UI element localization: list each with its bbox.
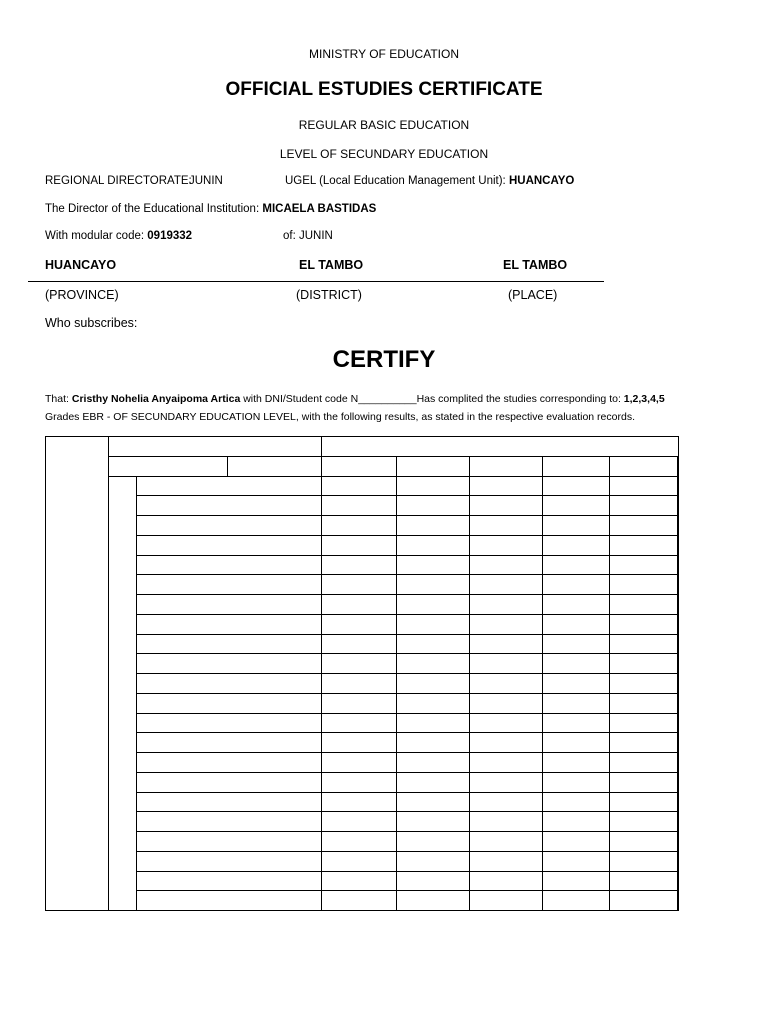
grade-cell <box>678 713 679 733</box>
grade-cell <box>678 595 679 615</box>
grade-cell <box>322 812 397 832</box>
table-row <box>46 535 679 555</box>
header-grades-cell <box>322 437 679 457</box>
table-row <box>46 516 679 536</box>
grade-cell <box>470 476 543 496</box>
grade-cell <box>678 792 679 812</box>
grade-cell <box>322 733 397 753</box>
subject-cell <box>137 535 322 555</box>
table-row <box>46 693 679 713</box>
grade-cell <box>610 812 678 832</box>
table-row <box>46 792 679 812</box>
grade-cell <box>678 871 679 891</box>
grade-header-cell <box>322 456 397 476</box>
grade-cell <box>678 654 679 674</box>
location-underline <box>28 281 604 282</box>
grade-cell <box>610 891 678 911</box>
grade-cell <box>543 871 610 891</box>
grade-cell <box>397 595 470 615</box>
grade-header-cell <box>678 456 679 476</box>
table-row <box>46 891 679 911</box>
grade-cell <box>678 733 679 753</box>
grade-cell <box>610 674 678 694</box>
grade-cell <box>543 792 610 812</box>
grade-cell <box>678 674 679 694</box>
subject-cell <box>137 496 322 516</box>
subject-cell <box>137 753 322 773</box>
grade-cell <box>543 654 610 674</box>
grade-cell <box>397 733 470 753</box>
body-line-2: Grades EBR - OF SECUNDARY EDUCATION LEVEL, with the following results, as stated in the respective evaluation records. <box>45 411 635 423</box>
table-row <box>46 496 679 516</box>
grade-cell <box>397 654 470 674</box>
grade-cell <box>543 812 610 832</box>
student-name: Cristhy Nohelia Anyaipoma Artica <box>71 393 241 405</box>
grade-cell <box>543 575 610 595</box>
grade-cell <box>397 674 470 694</box>
grade-cell <box>397 851 470 871</box>
of-label: of: <box>283 230 296 242</box>
grade-cell <box>470 832 543 852</box>
grade-cell <box>678 476 679 496</box>
director-label: The Director of the Educational Institution: <box>45 203 260 215</box>
grade-cell <box>397 753 470 773</box>
grade-cell <box>610 713 678 733</box>
grade-cell <box>543 535 610 555</box>
grade-cell <box>543 851 610 871</box>
grade-cell <box>397 535 470 555</box>
grade-cell <box>678 516 679 536</box>
grade-cell <box>543 496 610 516</box>
table-header-row <box>46 437 679 457</box>
province-label: (PROVINCE) <box>45 288 119 302</box>
director-value: MICAELA BASTIDAS <box>262 203 377 215</box>
grades-value: 1,2,3,4,5 <box>623 393 665 405</box>
grade-cell <box>397 614 470 634</box>
grade-cell <box>678 496 679 516</box>
table-row <box>46 753 679 773</box>
grade-cell <box>322 674 397 694</box>
grade-cell <box>470 871 543 891</box>
grade-cell <box>322 614 397 634</box>
grade-cell <box>543 733 610 753</box>
table-row <box>46 614 679 634</box>
grade-cell <box>543 476 610 496</box>
who-subscribes: Who subscribes: <box>45 316 138 330</box>
ugel-line <box>285 175 574 187</box>
subject-cell <box>137 713 322 733</box>
grade-cell <box>322 713 397 733</box>
grade-cell <box>322 595 397 615</box>
subject-cell <box>137 674 322 694</box>
grade-header-cell <box>470 456 543 476</box>
table-row <box>46 713 679 733</box>
grade-cell <box>470 614 543 634</box>
grade-cell <box>678 614 679 634</box>
subject-cell <box>137 693 322 713</box>
subject-cell <box>137 772 322 792</box>
table-row <box>46 832 679 852</box>
ugel-label: UGEL (Local Education Management Unit): <box>285 175 506 187</box>
grade-cell <box>470 851 543 871</box>
grade-cell <box>397 575 470 595</box>
subject-cell <box>137 851 322 871</box>
subject-cell <box>137 871 322 891</box>
header-subject-cell <box>228 456 322 476</box>
grade-cell <box>397 693 470 713</box>
subject-cell <box>137 832 322 852</box>
table-row <box>46 634 679 654</box>
subject-cell <box>137 555 322 575</box>
subject-cell <box>137 614 322 634</box>
grade-cell <box>470 713 543 733</box>
district-label: (DISTRICT) <box>296 288 362 302</box>
grade-cell <box>470 595 543 615</box>
grade-cell <box>543 516 610 536</box>
grade-cell <box>678 772 679 792</box>
grade-cell <box>397 555 470 575</box>
grades-table <box>45 436 679 911</box>
subject-cell <box>137 654 322 674</box>
district-value: EL TAMBO <box>299 258 364 272</box>
grade-cell <box>610 654 678 674</box>
grade-cell <box>470 812 543 832</box>
grade-cell <box>397 792 470 812</box>
subject-cell <box>137 792 322 812</box>
table-row <box>46 851 679 871</box>
grade-cell <box>470 693 543 713</box>
table-row <box>46 812 679 832</box>
grade-cell <box>543 713 610 733</box>
grade-cell <box>678 753 679 773</box>
grade-cell <box>678 575 679 595</box>
grade-cell <box>322 575 397 595</box>
grade-header-cell <box>543 456 610 476</box>
province-value: HUANCAYO <box>45 258 117 272</box>
grade-cell <box>322 772 397 792</box>
certify-heading: CERTIFY <box>332 346 436 373</box>
grade-cell <box>543 772 610 792</box>
grade-cell <box>470 792 543 812</box>
grade-cell <box>610 792 678 812</box>
table-row <box>46 476 679 496</box>
subject-cell <box>137 575 322 595</box>
grade-cell <box>322 891 397 911</box>
modular-code-line <box>45 230 192 242</box>
grade-cell <box>322 496 397 516</box>
grade-cell <box>397 496 470 516</box>
place-value: EL TAMBO <box>503 258 568 272</box>
grade-cell <box>322 634 397 654</box>
grade-cell <box>678 891 679 911</box>
grade-cell <box>610 851 678 871</box>
of-line <box>283 230 333 242</box>
grade-cell <box>470 733 543 753</box>
table-row <box>46 555 679 575</box>
grade-header-cell <box>397 456 470 476</box>
grade-cell <box>397 516 470 536</box>
grade-header-cell <box>610 456 678 476</box>
grade-cell <box>543 555 610 575</box>
grade-cell <box>610 693 678 713</box>
grade-cell <box>610 535 678 555</box>
grade-cell <box>543 634 610 654</box>
grade-cell <box>678 693 679 713</box>
ugel-value: HUANCAYO <box>508 175 575 187</box>
subtitle-level: LEVEL OF SECUNDARY EDUCATION <box>279 147 489 161</box>
modular-code-label: With modular code: <box>45 230 145 242</box>
that-label: That: <box>45 393 69 405</box>
grade-cell <box>610 476 678 496</box>
grade-cell <box>470 516 543 536</box>
grade-cell <box>322 654 397 674</box>
grade-cell <box>610 595 678 615</box>
subject-cell <box>137 634 322 654</box>
grade-cell <box>470 575 543 595</box>
sub-area-cell <box>109 476 137 911</box>
grade-cell <box>610 871 678 891</box>
grade-cell <box>397 871 470 891</box>
dni-text: with DNI/Student code N__________Has complited the studies corresponding to: <box>243 393 621 405</box>
table-row <box>46 733 679 753</box>
grade-cell <box>678 812 679 832</box>
grade-cell <box>470 891 543 911</box>
grade-cell <box>397 891 470 911</box>
grade-cell <box>322 516 397 536</box>
grade-cell <box>397 812 470 832</box>
grade-cell <box>470 772 543 792</box>
regional-directorate-label: REGIONAL DIRECTORATE: <box>45 175 192 187</box>
grade-cell <box>322 555 397 575</box>
grade-cell <box>397 772 470 792</box>
grade-cell <box>470 674 543 694</box>
table-row <box>46 871 679 891</box>
subject-cell <box>137 812 322 832</box>
table-row <box>46 654 679 674</box>
grade-cell <box>397 832 470 852</box>
director-line <box>45 203 376 215</box>
grade-cell <box>322 871 397 891</box>
of-value: JUNIN <box>299 230 333 242</box>
grade-cell <box>470 634 543 654</box>
grade-cell <box>610 832 678 852</box>
grade-cell <box>543 614 610 634</box>
grade-cell <box>610 555 678 575</box>
subject-cell <box>137 595 322 615</box>
grade-cell <box>610 575 678 595</box>
grade-cell <box>543 693 610 713</box>
table-header-row <box>46 456 679 476</box>
grade-cell <box>322 535 397 555</box>
grade-cell <box>470 496 543 516</box>
table-row <box>46 575 679 595</box>
grade-cell <box>610 733 678 753</box>
place-label: (PLACE) <box>508 288 558 302</box>
grade-cell <box>610 496 678 516</box>
grade-cell <box>678 555 679 575</box>
subject-cell <box>137 733 322 753</box>
grade-cell <box>470 535 543 555</box>
grade-cell <box>543 674 610 694</box>
grade-cell <box>397 476 470 496</box>
table-row <box>46 595 679 615</box>
grade-cell <box>322 832 397 852</box>
table-row <box>46 772 679 792</box>
grade-cell <box>543 832 610 852</box>
grade-cell <box>470 753 543 773</box>
grade-cell <box>322 753 397 773</box>
subtitle-basic-education: REGULAR BASIC EDUCATION <box>298 118 470 132</box>
grade-cell <box>322 693 397 713</box>
grade-cell <box>610 772 678 792</box>
subject-cell <box>137 476 322 496</box>
grade-cell <box>543 753 610 773</box>
grade-cell <box>470 654 543 674</box>
grade-cell <box>543 891 610 911</box>
modular-code-value: 0919332 <box>147 230 193 242</box>
grade-cell <box>322 851 397 871</box>
ministry-heading: MINISTRY OF EDUCATION <box>308 47 459 61</box>
grade-cell <box>470 555 543 575</box>
body-line-1 <box>45 393 665 405</box>
grade-cell <box>678 832 679 852</box>
grade-cell <box>678 634 679 654</box>
grade-cell <box>543 595 610 615</box>
area-cell <box>46 437 109 911</box>
grade-cell <box>322 476 397 496</box>
grade-cell <box>397 634 470 654</box>
grade-cell <box>610 516 678 536</box>
regional-directorate-value: JUNIN <box>189 175 223 187</box>
grade-cell <box>610 614 678 634</box>
subject-cell <box>137 516 322 536</box>
grade-cell <box>610 634 678 654</box>
grade-cell <box>322 792 397 812</box>
table-row <box>46 674 679 694</box>
header-empty-cell <box>109 456 228 476</box>
grade-cell <box>678 535 679 555</box>
subject-cell <box>137 891 322 911</box>
grade-cell <box>397 713 470 733</box>
grade-cell <box>610 753 678 773</box>
grade-cell <box>678 851 679 871</box>
certificate-title: OFFICIAL ESTUDIES CERTIFICATE <box>225 79 543 100</box>
header-label-cell <box>109 437 322 457</box>
